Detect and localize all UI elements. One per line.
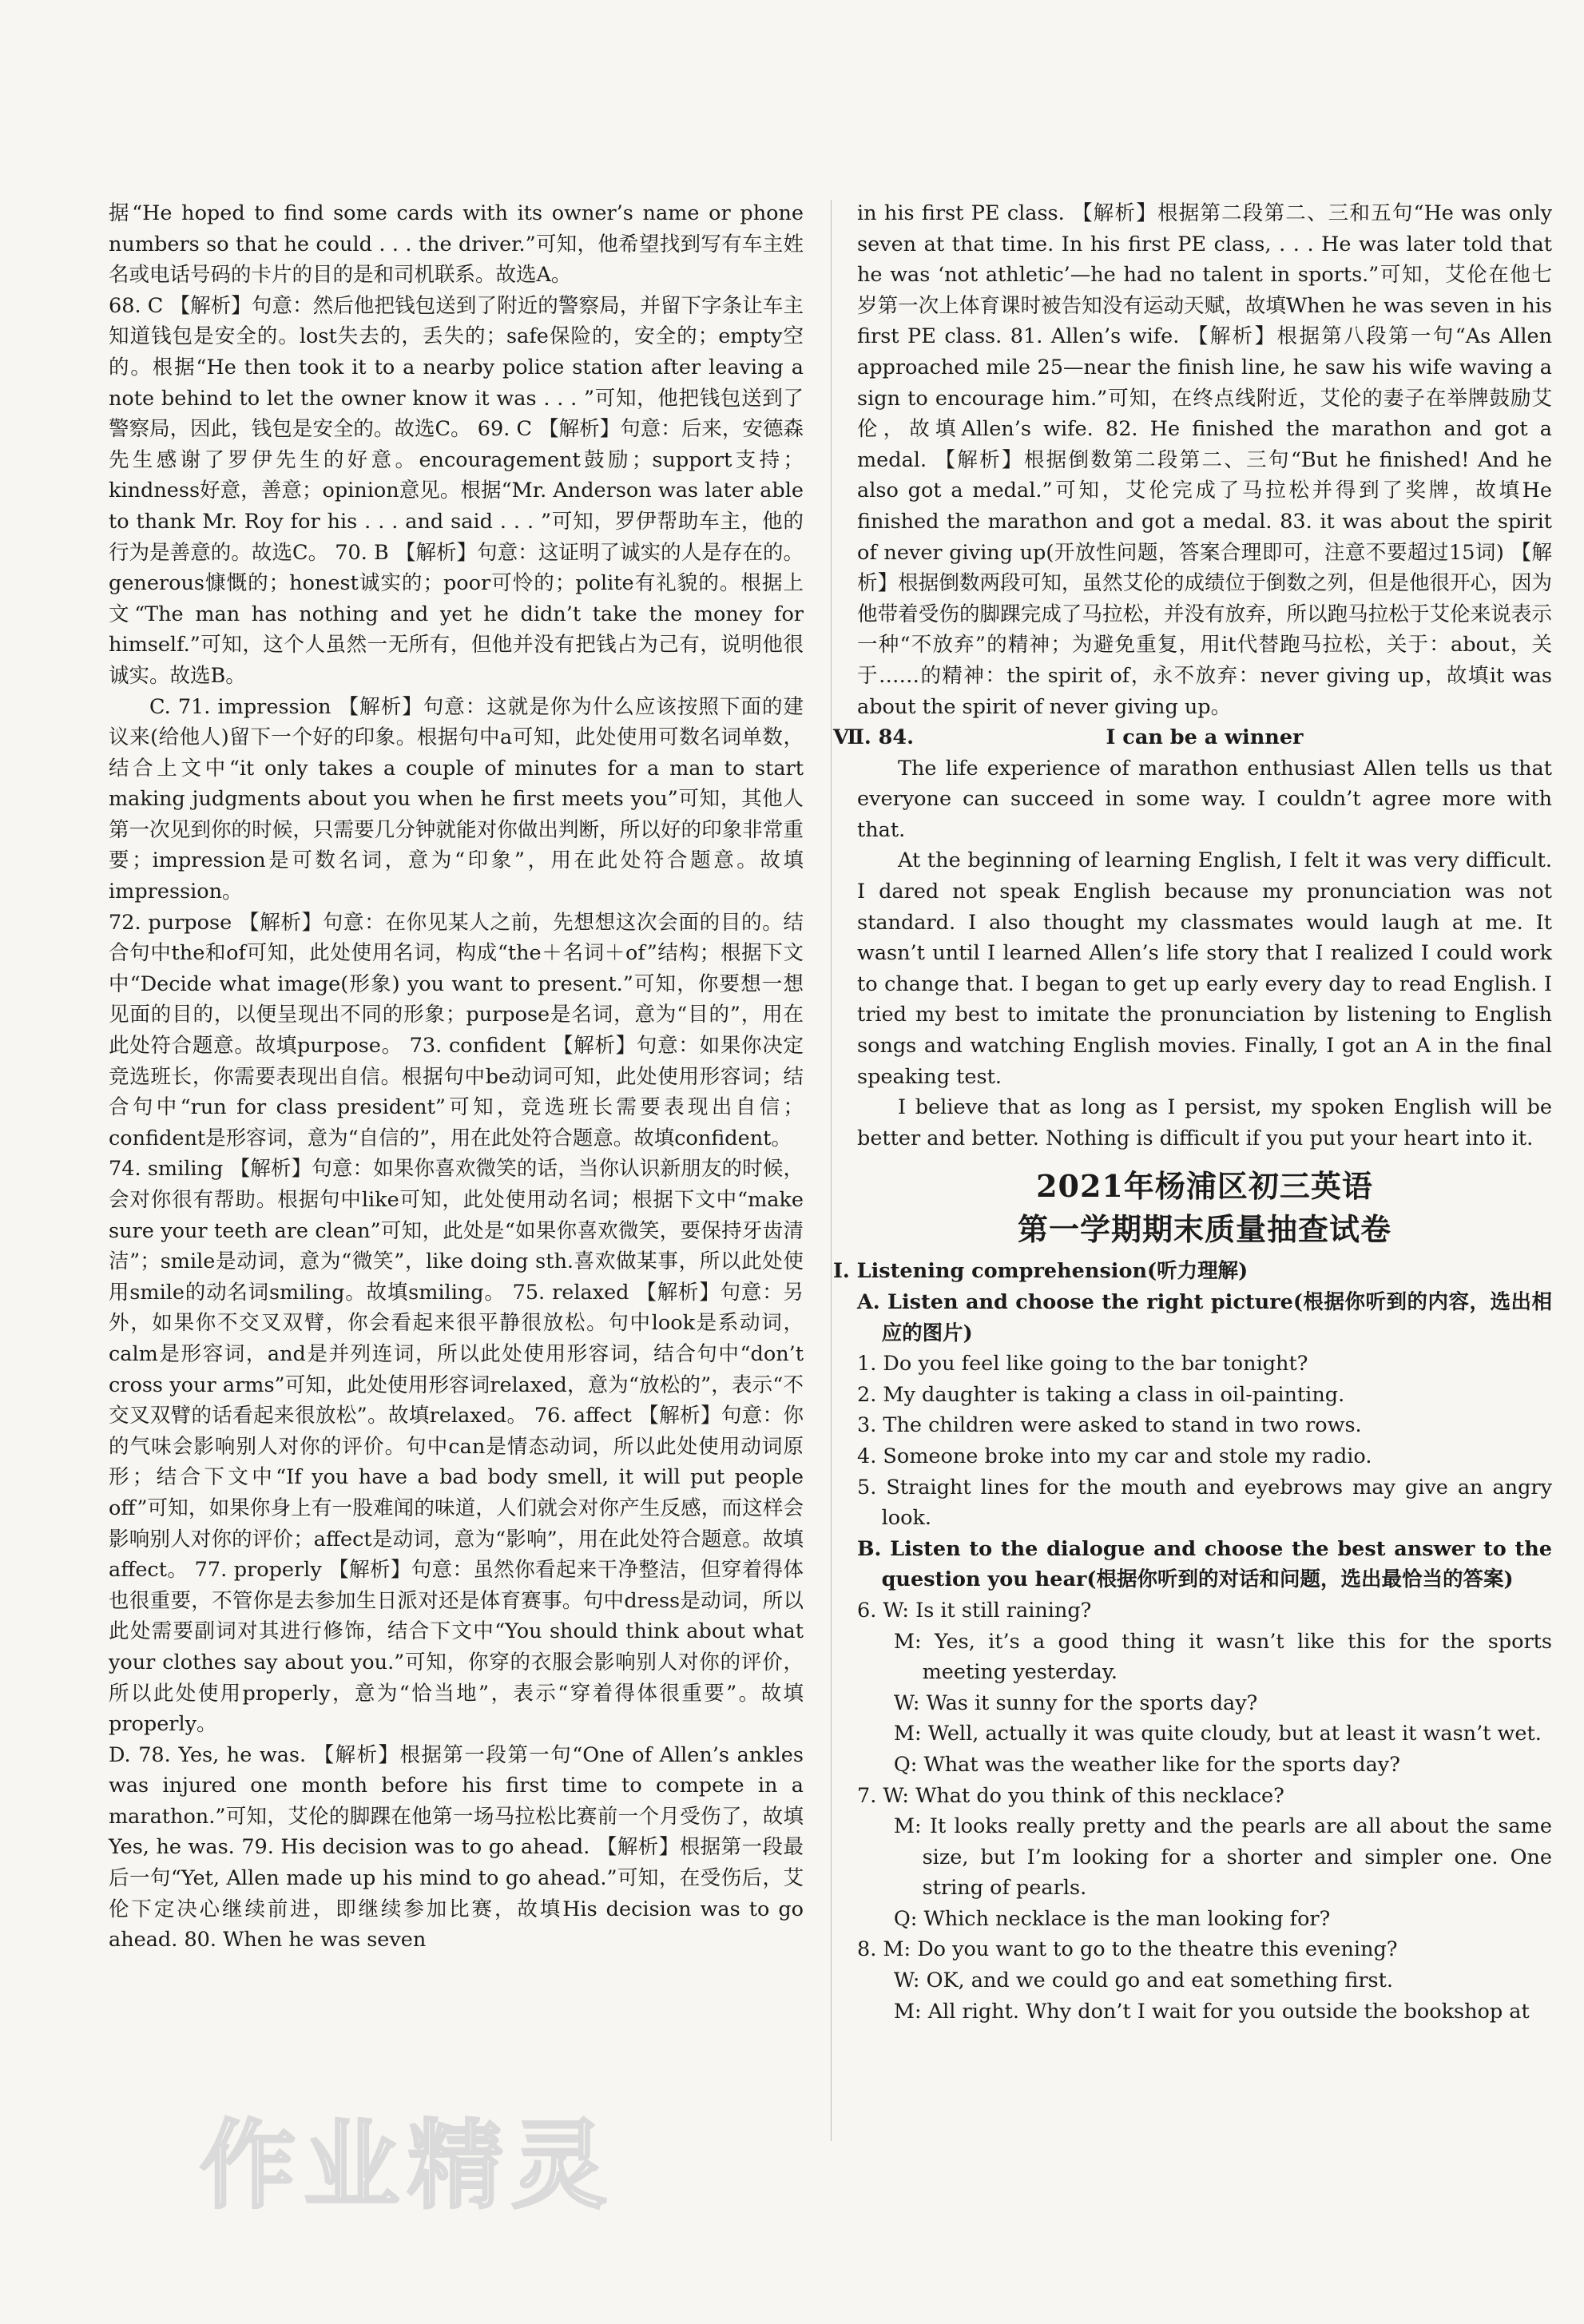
list-item: 1. Do you feel like going to the bar tonight? <box>857 1352 1308 1377</box>
dialogue-line: M: Yes, it’s a good thing it wasn’t like this for the sports meeting yesterday. <box>893 1629 1552 1685</box>
essay-label: Ⅶ. 84. <box>833 725 915 750</box>
essay-block <box>833 722 1552 1154</box>
answer-paragraph: 72. purpose 【解析】句意：在你见某人之前，先想想这次会面的目的。结合句中the和of可知，此处使用名词，构成“the＋名词＋of”结构；根据下文中“Decide what image(形象) you want to present.”可知，你要想一想见面的目的，以便呈现出不同的形象；purpose是名词，意为“目的”，用在此处符合题意。故填purpose。 73. confident 【解析】句意：如果你决定竞选班长，你需要表现出自信。根据句中be动词可知，此处使用形容词；结合句中“run for class president”可知，竞选班长需要表现出自信；confident是形容词，意为“自信的”，用在此处符合题意。故填confident。 <box>109 910 804 1150</box>
part-heading: Ⅰ. Listening comprehension(听力理解) <box>833 1259 1249 1284</box>
list-item: 2. My daughter is taking a class in oil-painting. <box>857 1382 1345 1407</box>
dialogue-line: W: Was it sunny for the sports day? <box>893 1690 1258 1715</box>
left-column <box>109 198 804 1956</box>
dialogue-line: 7. W: What do you think of this necklace? <box>857 1783 1284 1808</box>
list-item: 5. Straight lines for the mouth and eyebrows may give an angry look. <box>857 1475 1552 1531</box>
exam-title-line2: 第一学期期末质量抽查试卷 <box>1017 1211 1391 1248</box>
answer-paragraph: D. 78. Yes, he was. 【解析】根据第一段第一句“One of Allen’s ankles was injured one month before his first time to compete in a marathon.”可知，艾伦的脚踝在他第一场马拉松比赛前一个月受伤了，故填Yes, he was. 79. His decision was to go ahead. 【解析】根据第一段最后一句“Yet, Allen made up his mind to go ahead.”可知，在受伤后，艾伦下定决心继续前进，即继续参加比赛，故填His decision was to go ahead. 80. When he was seven <box>109 1742 804 1953</box>
answer-paragraph: C. 71. impression 【解析】句意：这就是你为什么应该按照下面的建议来(给他人)留下一个好的印象。根据句中a可知，此处使用可数名词单数，结合上文中“it only takes a couple of minutes for a man to start making judgments about you when he first meets you”可知，其他人第一次见到你的时候，只需要几分钟就能对你做出判断，所以好的印象非常重要；impression是可数名词，意为“印象”，用在此处符合题意。故填impression。 <box>109 694 804 904</box>
dialogue-line: 6. W: Is it still raining? <box>857 1598 1092 1623</box>
dialogue-line: M: Well, actually it was quite cloudy, but at least it wasn’t wet. <box>893 1722 1542 1746</box>
dialogue-line: 8. M: Do you want to go to the theatre this evening? <box>857 1937 1398 1962</box>
answer-paragraph: 68. C 【解析】句意：然后他把钱包送到了附近的警察局，并留下字条让车主知道钱包是安全的。lost失去的，丢失的；safe保险的，安全的；empty空的。根据“He then took it to a nearby police station after leaving a note behind to let the owner know it was . . . ”可知，他把钱包送到了警察局，因此，钱包是安全的。故选C。 69. C 【解析】句意：后来，安德森先生感谢了罗伊先生的好意。encouragement鼓励；support支持；kindness好意，善意；opinion意见。根据“Mr. Anderson was later able to thank Mr. Roy for his . . . and said . . . ”可知，罗伊帮助车主，他的行为是善意的。故选C。 70. B 【解析】句意：这证明了诚实的人是存在的。generous慷慨的；honest诚实的；poor可怜的；polite有礼貌的。根据上文“The man has nothing and yet he didn’t take the money for himself.”可知，这个人虽然一无所有，但他并没有把钱占为己有，说明他很诚实。故选B。 <box>109 293 804 688</box>
watermark-logo: 作业精灵 <box>200 2111 615 2222</box>
dialogue-line: Q: What was the weather like for the sports day? <box>893 1752 1400 1777</box>
answer-paragraph: 据“He hoped to find some cards with its owner’s name or phone numbers so that he could . . . the driver.”可知，他希望找到写有车主姓名或电话号码的卡片的目的是和司机联系。故选A。 <box>109 201 804 288</box>
dialogue-line: Q: Which necklace is the man looking for? <box>893 1906 1331 1931</box>
exam-header <box>857 1165 1552 1251</box>
column-divider <box>831 200 832 2141</box>
essay-paragraph: At the beginning of learning English, I felt it was very difficult. I dared not speak English because my pronunciation was not standard. I also thought my classmates would laugh at me. It wasn’t until I learned Allen’s life story that I realized I could work to change that. I began to get up early every day to read English. I tried my best to imitate the pronunciation by listening to English songs and watching English movies. Finally, I got an A in the final speaking test. <box>857 848 1552 1089</box>
essay-paragraph: The life experience of marathon enthusiast Allen tells us that everyone can succeed in some way. I couldn’t agree more with that. <box>857 756 1552 842</box>
dialogue-line: W: OK, and we could go and eat something first. <box>893 1968 1393 1993</box>
essay-title: I can be a winner <box>1106 725 1304 750</box>
list-item: 4. Someone broke into my car and stole my radio. <box>857 1444 1372 1468</box>
essay-paragraph: I believe that as long as I persist, my spoken English will be better and better. Nothing is difficult if you put your heart into it. <box>857 1095 1552 1150</box>
section-a-heading: A. Listen and choose the right picture(根据你听到的内容，选出相应的图片) <box>857 1290 1552 1345</box>
dialogue-line: M: All right. Why don’t I wait for you outside the bookshop at <box>893 1999 1530 2024</box>
list-item: 3. The children were asked to stand in two rows. <box>857 1413 1362 1438</box>
answer-paragraph: 74. smiling 【解析】句意：如果你喜欢微笑的话，当你认识新朋友的时候，会对你很有帮助。根据句中like可知，此处使用动名词；根据下文中“make sure your teeth are clean”可知，此处是“如果你喜欢微笑，要保持牙齿清洁”；smile是动词，意为“微笑”，like doing sth.喜欢做某事，所以此处使用smile的动名词smiling。故填smiling。 75. relaxed 【解析】句意：另外，如果你不交叉双臂，你会看起来很平静很放松。句中look是系动词，calm是形容词，and是并列连词，所以此处使用形容词，结合句中“don’t cross your arms”可知，此处使用形容词relaxed，意为“放松的”，表示“不交叉双臂的话看起来很放松”。故填relaxed。 76. affect 【解析】句意：你的气味会影响别人对你的评价。句中can是情态动词，所以此处使用动词原形；结合下文中“If you have a bad body smell, it will put people off”可知，如果你身上有一股难闻的味道，人们就会对你产生反感，而这样会影响别人对你的评价；affect是动词，意为“影响”，用在此处符合题意。故填affect。 77. properly 【解析】句意：虽然你看起来干净整洁，但穿着得体也很重要，不管你是去参加生日派对还是体育赛事。句中dress是动词，所以此处需要副词对其进行修饰，结合下文中“You should think about what your clothes say about you.”可知，你穿的衣服会影响别人对你的评价，所以此处使用properly，意为“恰当地”，表示“穿着得体很重要”。故填properly。 <box>109 1157 804 1737</box>
exam-title-line1: 2021年杨浦区初三英语 <box>1036 1168 1373 1205</box>
dialogue-line: M: It looks really pretty and the pearls are all about the same size, but I’m looking for a shorter and simpler one. One string of pearls. <box>893 1814 1552 1901</box>
section-b-heading: B. Listen to the dialogue and choose the best answer to the question you hear(根据你听到的对话和问题，选出最恰当的答案) <box>857 1536 1552 1592</box>
right-column <box>833 198 1552 2027</box>
answer-paragraph: in his first PE class. 【解析】根据第二段第二、三和五句“He was only seven at that time. In his first PE class, . . . He was later told that he was ‘not athletic’—he had no talent in sports.”可知，艾伦在他七岁第一次上体育课时被告知没有运动天赋，故填When he was seven in his first PE class. 81. Allen’s wife. 【解析】根据第八段第一句“As Allen approached mile 25—near the finish line, he saw his wife waving a sign to encourage him.”可知，在终点线附近，艾伦的妻子在举牌鼓励艾伦，故填Allen’s wife. 82. He finished the marathon and got a medal. 【解析】根据倒数第二段第二、三句“But he finished! And he also got a medal.”可知，艾伦完成了马拉松并得到了奖牌，故填He finished the marathon and got a medal. 83. it was about the spirit of never giving up(开放性问题，答案合理即可，注意不要超过15词) 【解析】根据倒数两段可知，虽然艾伦的成绩位于倒数之列，但是他很开心，因为他带着受伤的脚踝完成了马拉松，并没有放弃，所以跑马拉松于艾伦来说表示一种“不放弃”的精神；为避免重复，用it代替跑马拉松，关于：about，关于……的精神：the spirit of，永不放弃：never giving up，故填it was about the spirit of never giving up。 <box>857 201 1552 719</box>
